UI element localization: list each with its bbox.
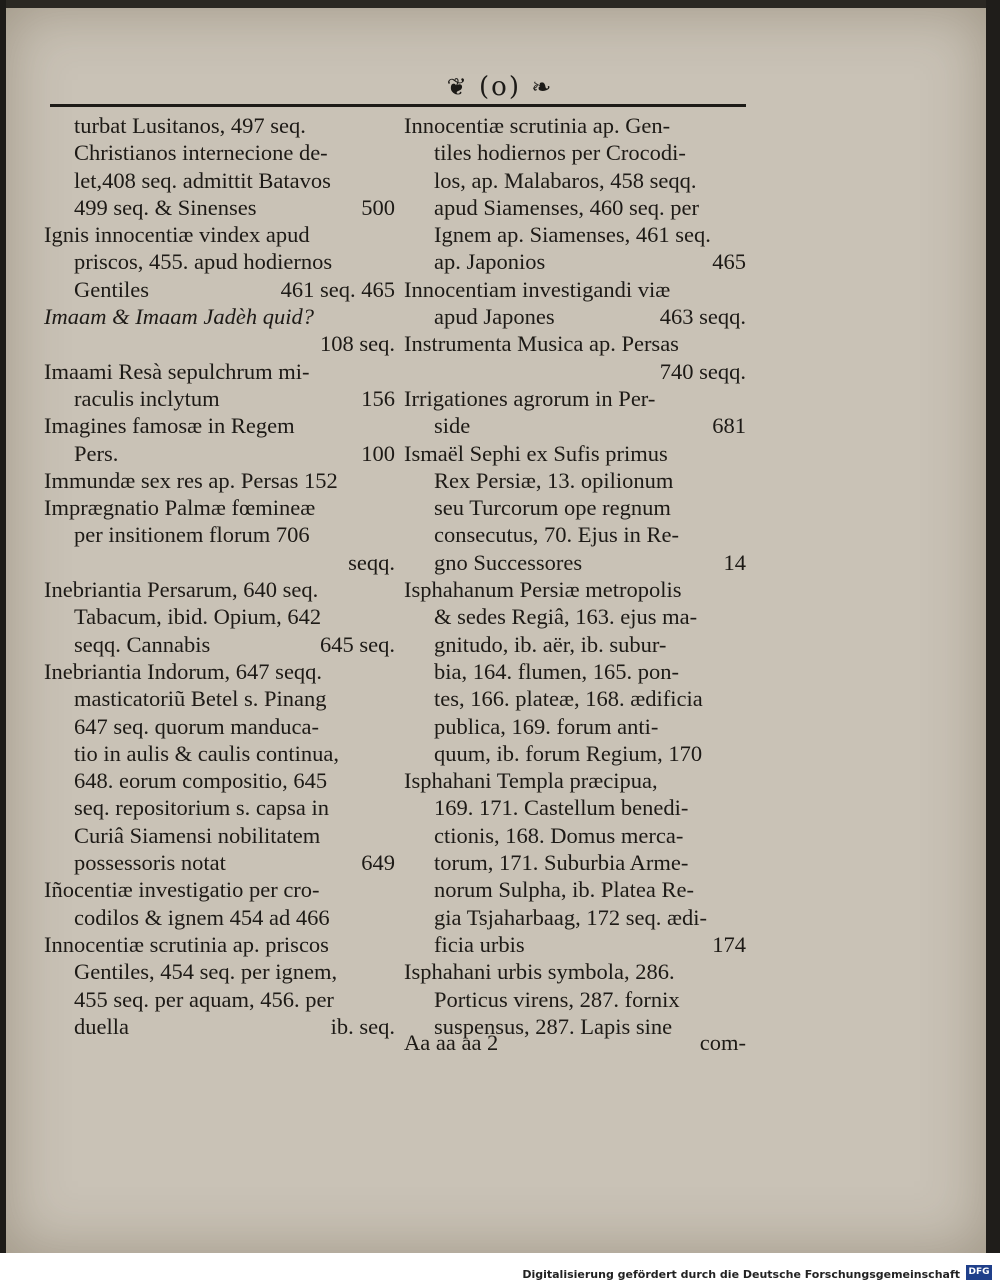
index-entry-text: seqq. Cannabis — [74, 631, 211, 657]
index-line — [404, 358, 746, 385]
index-entry-text: codilos & ignem 454 ad 466 — [74, 904, 330, 930]
index-page-ref: 681 — [712, 413, 746, 439]
index-entry-text: Imaami Resà sepulchrum mi- — [44, 358, 310, 384]
index-entry-text: Rex Persiæ, 13. opilionum — [434, 467, 674, 493]
index-line — [44, 167, 395, 194]
index-line — [44, 412, 395, 439]
index-entry-text: ctionis, 168. Domus merca- — [434, 822, 684, 848]
catchline — [404, 1029, 746, 1057]
index-entry-text: seq. repositorium s. capsa in — [74, 795, 329, 821]
index-line — [404, 958, 746, 985]
index-entry-text: tio in aulis & caulis continua, — [74, 740, 339, 766]
index-entry-text: apud Japones — [434, 304, 555, 330]
index-entry-text: Inebriantia Indorum, 647 seqq. — [44, 658, 323, 684]
index-line — [44, 276, 395, 303]
index-entry-text: Imprægnatio Palmæ fœmineæ — [44, 495, 316, 521]
index-line — [44, 685, 395, 712]
index-line — [404, 740, 746, 767]
index-line — [404, 139, 746, 166]
index-line — [44, 494, 395, 521]
index-page-ref: seqq. — [348, 549, 395, 575]
index-entry-text: side — [434, 413, 471, 439]
index-line — [44, 658, 395, 685]
index-entry-text: & sedes Regiâ, 163. ejus ma- — [434, 604, 698, 630]
index-page-ref: 649 — [361, 850, 395, 876]
page-mark: (o) — [479, 72, 521, 102]
index-entry-text: masticatoriũ Betel s. Pinang — [74, 686, 327, 712]
index-entry-text: Instrumenta Musica ap. Persas — [404, 331, 679, 357]
index-page-ref: 500 — [361, 194, 395, 220]
index-page-ref: 463 seqq. — [659, 304, 746, 330]
index-entry-text: raculis inclytum — [74, 385, 220, 411]
index-line — [404, 521, 746, 548]
index-page-ref: 740 seqq. — [659, 358, 746, 384]
page-header — [0, 72, 1000, 106]
index-line — [44, 521, 395, 548]
index-entry-text: Christianos internecione de- — [74, 140, 328, 166]
index-entry-text: seu Turcorum ope regnum — [434, 495, 671, 521]
index-column-left — [44, 112, 395, 1040]
header-rule — [50, 104, 746, 107]
index-line — [404, 276, 746, 303]
index-entry-text: Porticus virens, 287. fornix — [434, 986, 680, 1012]
index-line — [44, 385, 395, 412]
index-entry-text: per insitionem florum 706 — [74, 522, 310, 548]
index-line — [404, 603, 746, 630]
index-page-ref: 156 — [361, 385, 395, 411]
index-entry-text: ficia urbis — [434, 931, 525, 957]
index-entry-text: tiles hodiernos per Crocodi- — [434, 140, 686, 166]
index-entry-text: Isphahani Templa præcipua, — [404, 768, 658, 794]
page-gutter-right — [986, 0, 1000, 1253]
index-page-ref: 465 — [712, 249, 746, 275]
index-page-ref: 461 seq. 465 — [280, 276, 395, 302]
index-entry-text: Isphahani urbis symbola, 286. — [404, 959, 675, 985]
index-line — [44, 958, 395, 985]
index-entry-text: Ignem ap. Siamenses, 461 seq. — [434, 222, 711, 248]
index-line — [44, 467, 395, 494]
index-line — [44, 849, 395, 876]
index-line — [404, 849, 746, 876]
index-line — [44, 713, 395, 740]
index-line — [404, 794, 746, 821]
index-line — [44, 767, 395, 794]
index-entry-text: tes, 166. plateæ, 168. ædificia — [434, 686, 703, 712]
index-line — [404, 658, 746, 685]
index-line — [44, 931, 395, 958]
index-line — [44, 576, 395, 603]
index-line — [404, 767, 746, 794]
index-entry-text: duella — [74, 1013, 129, 1039]
index-entry-text: Curiâ Siamensi nobilitatem — [74, 822, 321, 848]
index-entry-text: Iñocentiæ investigatio per cro- — [44, 877, 320, 903]
catchword: com- — [699, 1030, 746, 1055]
index-entry-text: 648. eorum compositio, 645 — [74, 768, 328, 794]
index-entry-text: quum, ib. forum Regium, 170 — [434, 740, 703, 766]
index-line — [44, 221, 395, 248]
index-line — [44, 194, 395, 221]
index-entry-text: consecutus, 70. Ejus in Re- — [434, 522, 679, 548]
index-line — [44, 631, 395, 658]
index-page-ref: 108 seq. — [320, 331, 395, 357]
index-entry-text: Ismaël Sephi ex Sufis primus — [404, 440, 668, 466]
index-line — [404, 467, 746, 494]
index-entry-text: Isphahanum Persiæ metropolis — [404, 577, 682, 603]
index-entry-text: Imaam & Imaam Jadèh quid? — [44, 304, 314, 330]
index-line — [404, 112, 746, 139]
index-line — [44, 1013, 395, 1040]
index-line — [44, 303, 395, 330]
index-line — [44, 549, 395, 576]
index-entry-text: suspensus, 287. Lapis sine — [434, 1013, 673, 1039]
index-line — [404, 440, 746, 467]
index-entry-text: los, ap. Malabaros, 458 seqq. — [434, 167, 697, 193]
index-line — [404, 986, 746, 1013]
signature-mark: Aa aa aa 2 — [404, 1030, 499, 1055]
index-line — [44, 603, 395, 630]
index-page-ref: 645 seq. — [320, 631, 395, 657]
index-page-ref: ib. seq. — [330, 1013, 395, 1039]
index-entry-text: Inebriantia Persarum, 640 seq. — [44, 577, 319, 603]
index-line — [44, 440, 395, 467]
index-line — [404, 330, 746, 357]
dfg-logo-icon: DFG — [966, 1265, 992, 1280]
index-entry-text: Gentiles — [74, 276, 149, 302]
index-line — [44, 248, 395, 275]
index-entry-text: 647 seq. quorum manduca- — [74, 713, 319, 739]
index-entry-text: Gentiles, 454 seq. per ignem, — [74, 959, 338, 985]
index-line — [404, 494, 746, 521]
index-entry-text: let,408 seq. admittit Batavos — [74, 167, 331, 193]
index-line — [44, 112, 395, 139]
index-line — [404, 685, 746, 712]
index-line — [404, 904, 746, 931]
index-line — [44, 822, 395, 849]
index-line — [44, 139, 395, 166]
index-entry-text: Imagines famosæ in Regem — [44, 413, 295, 439]
index-entry-text: Tabacum, ibid. Opium, 642 — [74, 604, 322, 630]
index-entry-text: possessoris notat — [74, 850, 226, 876]
index-entry-text: Innocentiam investigandi viæ — [404, 276, 671, 302]
index-line — [404, 631, 746, 658]
index-line — [44, 986, 395, 1013]
index-line — [404, 303, 746, 330]
index-entry-text: Irrigationes agrorum in Per- — [404, 385, 656, 411]
index-entry-text: 455 seq. per aquam, 456. per — [74, 986, 334, 1012]
index-line — [44, 740, 395, 767]
index-entry-text: gno Successores — [434, 549, 583, 575]
index-entry-text: turbat Lusitanos, 497 seq. — [74, 113, 306, 138]
index-line — [44, 358, 395, 385]
index-line — [404, 931, 746, 958]
index-entry-text: norum Sulpha, ib. Platea Re- — [434, 877, 694, 903]
index-entry-text: priscos, 455. apud hodiernos — [74, 249, 333, 275]
index-column-right — [404, 112, 746, 1040]
index-line — [404, 248, 746, 275]
index-entry-text: 169. 171. Castellum benedi- — [434, 795, 689, 821]
index-line — [404, 385, 746, 412]
index-line — [44, 794, 395, 821]
index-line — [404, 713, 746, 740]
index-entry-text: ap. Japonios — [434, 249, 546, 275]
index-entry-text: gia Tsjaharbaag, 172 seq. ædi- — [434, 904, 707, 930]
index-line — [404, 194, 746, 221]
index-entry-text: 499 seq. & Sinenses — [74, 194, 257, 220]
index-entry-text: apud Siamenses, 460 seq. per — [434, 194, 699, 220]
index-entry-text: Ignis innocentiæ vindex apud — [44, 222, 310, 248]
index-entry-text: torum, 171. Suburbia Arme- — [434, 850, 689, 876]
funding-credit: Digitalisierung gefördert durch die Deutsche Forschungsgemeinschaft — [522, 1268, 960, 1281]
index-line — [44, 876, 395, 903]
index-entry-text: Innocentiæ scrutinia ap. Gen- — [404, 113, 671, 138]
index-page-ref: 174 — [712, 931, 746, 957]
index-line — [404, 412, 746, 439]
index-entry-text: gnitudo, ib. aër, ib. subur- — [434, 631, 667, 657]
index-entry-text: Pers. — [74, 440, 119, 466]
index-entry-text: publica, 169. forum anti- — [434, 713, 659, 739]
index-line — [404, 167, 746, 194]
index-line — [404, 876, 746, 903]
index-line — [404, 221, 746, 248]
index-line — [404, 822, 746, 849]
fleuron-left-icon: ❦ — [446, 73, 469, 101]
index-entry-text: bia, 164. flumen, 165. pon- — [434, 658, 679, 684]
index-page-ref: 100 — [361, 440, 395, 466]
index-line — [44, 904, 395, 931]
index-page-ref: 14 — [723, 549, 746, 575]
index-line — [404, 549, 746, 576]
index-line — [44, 330, 395, 357]
index-entry-text: Innocentiæ scrutinia ap. priscos — [44, 931, 329, 957]
index-line — [404, 576, 746, 603]
fleuron-right-icon: ❧ — [531, 73, 554, 101]
index-entry-text: Immundæ sex res ap. Persas 152 — [44, 467, 338, 493]
